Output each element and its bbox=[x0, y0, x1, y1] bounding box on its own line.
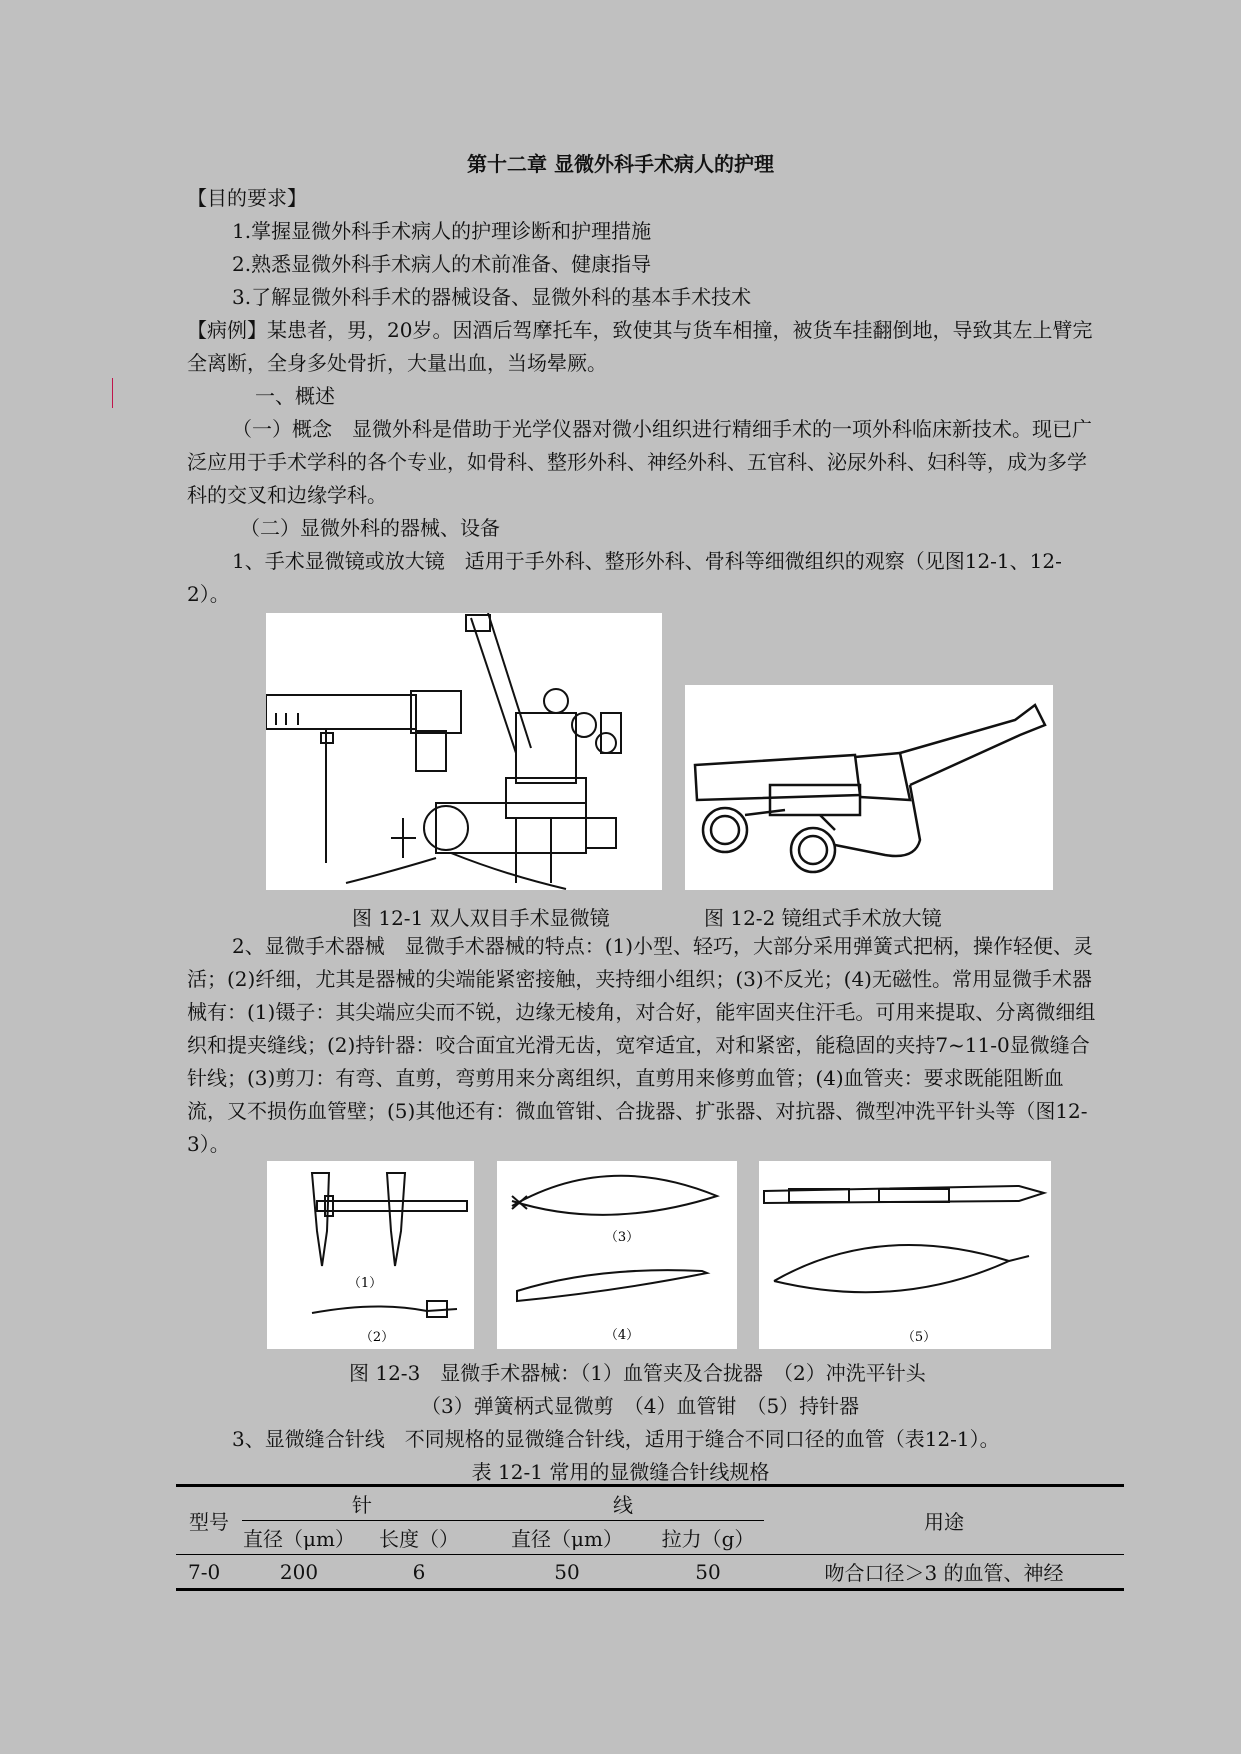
figure-needle-holder bbox=[759, 1161, 1051, 1349]
instrument-label-4: （4） bbox=[604, 1328, 640, 1343]
case-paragraph: 【病例】某患者，男，20岁。因酒后驾摩托车，致使其与货车相撞，被货车挂翻倒地，导致其左上臂完全离断，全身多处骨折，大量出血，当场晕厥。 bbox=[187, 318, 1093, 375]
chapter-title: 第十二章 显微外科手术病人的护理 bbox=[467, 152, 774, 176]
instruments-paragraph: 2、显微手术器械 显微手术器械的特点：(1)小型、轻巧，大部分采用弹簧式把柄，操作轻便、灵活；(2)纤细，尤其是器械的尖端能紧密接触，夹持细小组织；(3)不反光；(4)无磁性。常用显微手术器械有：(1)镊子：其尖端应尖而不锐，边缘无棱角，对合好，能牢固夹住汗毛。可用来提取、分离微细组织和提夹缝线；(2)持针器：咬合面宜光滑无齿，宽窄适宜，对和紧密，能稳固的夹持7~11-0显微缝合针线；(3)剪刀：有弯、直剪，弯剪用来分离组织，直剪用来修剪血管；(4)血管夹：要求既能阻断血流，又不损伤血管壁；(5)其他还有：微血管钳、合拢器、扩张器、对抗器、微型冲洗平针头等（图12-3）。 bbox=[187, 934, 1096, 1156]
figure-12-3-caption-line2: （3）弹簧柄式显微剪 （4）血管钳 （5）持针器 bbox=[421, 1394, 860, 1418]
figure-loupes bbox=[685, 685, 1053, 890]
loupes-drawing bbox=[685, 685, 1053, 890]
scissors-forceps-drawing bbox=[497, 1161, 737, 1349]
subheader-needle-diameter: 直径（μm） bbox=[242, 1521, 356, 1555]
microscope-drawing bbox=[266, 613, 662, 890]
table-caption: 表 12-1 常用的显微缝合针线规格 bbox=[471, 1460, 770, 1484]
header-model: 型号 bbox=[176, 1486, 242, 1555]
objective-item: 2.熟悉显微外科手术病人的术前准备、健康指导 bbox=[232, 252, 652, 276]
figure-clamps-needle bbox=[267, 1161, 474, 1349]
instrument-label-5: （5） bbox=[901, 1330, 937, 1345]
header-needle: 针 bbox=[242, 1486, 482, 1521]
section-heading-overview: 一、概述 bbox=[255, 384, 335, 408]
header-thread: 线 bbox=[482, 1486, 764, 1521]
text-cursor-marker bbox=[112, 378, 113, 408]
figure-microscope bbox=[266, 613, 662, 890]
subheader-needle-length: 长度（） bbox=[356, 1521, 482, 1555]
instrument-label-2: （2） bbox=[359, 1330, 395, 1345]
instrument-label-3: （3） bbox=[604, 1230, 640, 1245]
equipment-heading: （二）显微外科的器械、设备 bbox=[240, 516, 500, 540]
concept-paragraph: （一）概念 显微外科是借助于光学仪器对微小组织进行精细手术的一项外科临床新技术。现已广泛应用于手术学科的各个专业，如骨科、整形外科、神经外科、五官科、泌尿外科、妇科等，成为多学科的交叉和边缘学科。 bbox=[187, 417, 1092, 507]
suture-spec-table bbox=[176, 1484, 1124, 1591]
cell-model: 7-0 bbox=[188, 1559, 221, 1584]
instrument-label-1: （1） bbox=[347, 1276, 383, 1291]
cell-thread-diameter: 50 bbox=[554, 1559, 580, 1584]
cell-use: 吻合口径＞3 的血管、神经 bbox=[824, 1561, 1064, 1585]
table-row bbox=[176, 1555, 1124, 1590]
needle-holder-drawing bbox=[759, 1161, 1051, 1349]
figure-12-3-caption-line1: 图 12-3 显微手术器械：（1）血管夹及合拢器 （2）冲洗平针头 bbox=[349, 1361, 926, 1385]
objective-item: 1.掌握显微外科手术病人的护理诊断和护理措施 bbox=[232, 219, 652, 243]
suture-paragraph: 3、显微缝合针线 不同规格的显微缝合针线，适用于缝合不同口径的血管（表12-1）。 bbox=[232, 1427, 1000, 1451]
microscope-paragraph: 1、手术显微镜或放大镜 适用于手外科、整形外科、骨科等细微组织的观察（见图12-1、12-2）。 bbox=[187, 549, 1062, 606]
figure-12-2-caption: 图 12-2 镜组式手术放大镜 bbox=[704, 906, 942, 930]
subheader-thread-tension: 拉力（g） bbox=[652, 1521, 764, 1555]
objectives-heading: 【目的要求】 bbox=[187, 186, 307, 210]
figure-scissors-forceps bbox=[497, 1161, 737, 1349]
subheader-thread-diameter: 直径（μm） bbox=[482, 1521, 652, 1555]
cell-needle-length: 6 bbox=[412, 1559, 426, 1584]
figure-12-1-caption: 图 12-1 双人双目手术显微镜 bbox=[352, 906, 610, 930]
objective-item: 3.了解显微外科手术的器械设备、显微外科的基本手术技术 bbox=[232, 285, 752, 309]
cell-needle-diameter: 200 bbox=[279, 1559, 319, 1584]
header-use: 用途 bbox=[764, 1486, 1124, 1555]
cell-thread-tension: 50 bbox=[695, 1559, 721, 1584]
clamps-needle-drawing bbox=[267, 1161, 474, 1349]
